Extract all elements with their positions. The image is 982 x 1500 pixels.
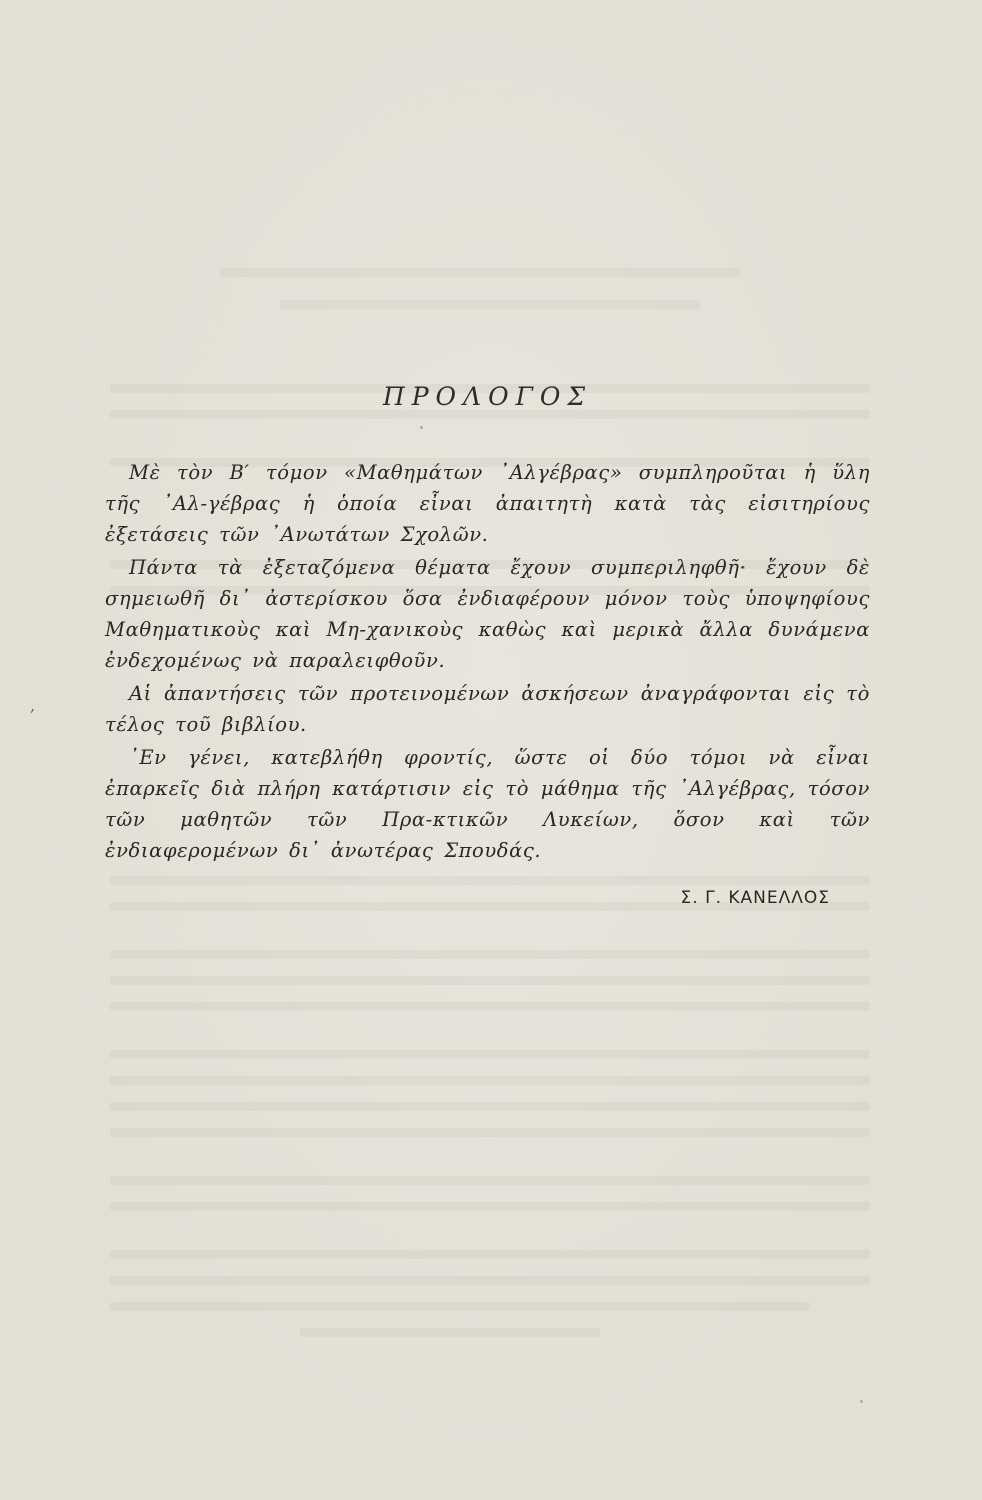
paragraph-3: Αἱ ἀπαντήσεις τῶν προτεινομένων ἀσκήσεων ἀναγράφονται εἰς τὸ τέλος τοῦ βιβλίου. <box>105 682 870 736</box>
paper-speck <box>860 1400 863 1403</box>
margin-tick-mark: , <box>30 696 36 715</box>
preface-content <box>105 370 870 908</box>
paper-speck <box>420 426 423 429</box>
page-title: ΠΡΟΛΟΓΟΣ <box>382 382 593 411</box>
paper-speck <box>742 566 745 569</box>
author-signature: Σ. Γ. ΚΑΝΕΛΛΟΣ <box>680 888 830 908</box>
paragraph-4: ᾿Εν γένει, κατεβλήθη φροντίς, ὥστε οἱ δύο τόμοι νὰ εἶναι ἐπαρκεῖς διὰ πλήρη κατάρτισιν εἰς τὸ μάθημα τῆς ᾿Αλγέβρας, τόσον τῶν μαθητῶν τῶν Πρα-κτικῶν Λυκείων, ὅσον καὶ τῶν ἐνδιαφερομένων δι᾿ ἀνωτέρας Σπουδάς. <box>105 746 870 862</box>
paragraph-2: Πάντα τὰ ἐξεταζόμενα θέματα ἔχουν συμπεριληφθῆ· ἔχουν δὲ σημειωθῆ δι᾿ ἀστερίσκου ὅσα ἐνδιαφέρουν μόνον τοὺς ὑποψηφίους Μαθηματικοὺς καὶ Μη-χανικοὺς καθὼς καὶ μερικὰ ἄλλα δυνάμενα ἐνδεχομένως νὰ παραλειφθοῦν. <box>105 556 870 672</box>
paragraph-1: Μὲ τὸν Β′ τόμον «Μαθημάτων ᾿Αλγέβρας» συμπληροῦται ἡ ὕλη τῆς ᾿Αλ-γέβρας ἡ ὁποία εἶναι ἀπαιτητὴ κατὰ τὰς εἰσιτηρίους ἐξετάσεις τῶν ᾿Ανωτάτων Σχολῶν. <box>105 461 870 546</box>
